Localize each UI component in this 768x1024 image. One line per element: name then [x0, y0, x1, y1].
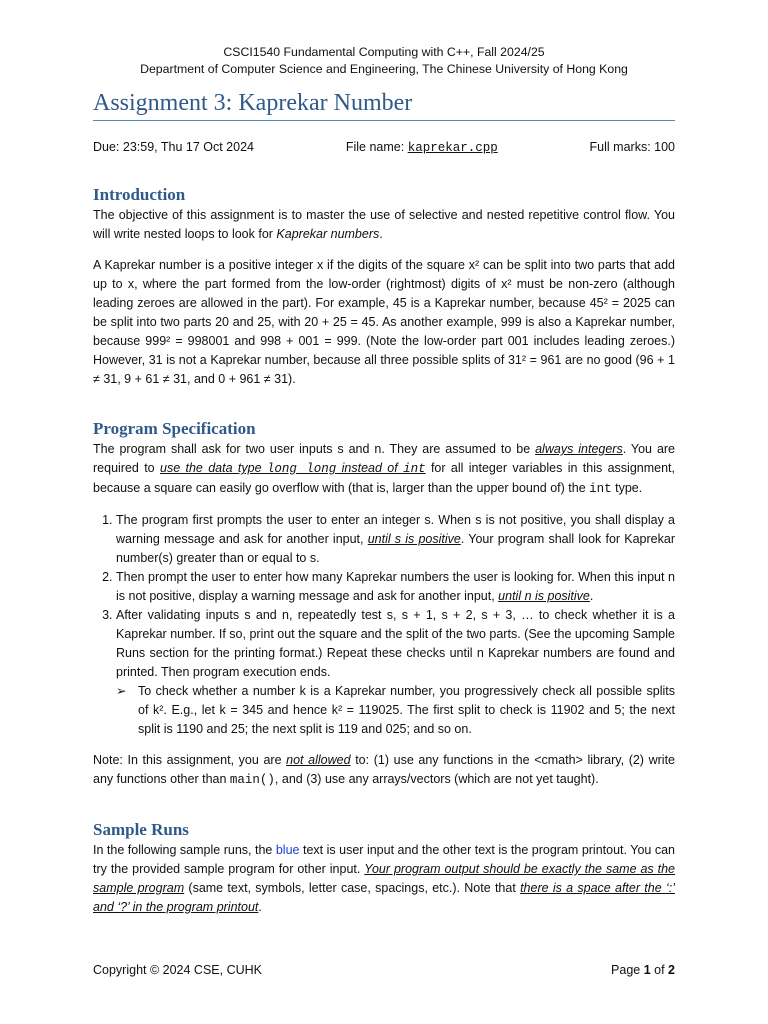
title-divider — [93, 120, 675, 121]
sub-list-item: ➢ To check whether a number k is a Kaprekar number, you progressively check all possible splits of k². E.g., let k = 345 and hence k² = 119025. The first split to check is 11902 and 5; the next split is 1190 and 25; the next split is 119 and 025; and so on. — [138, 682, 675, 739]
page-title: Assignment 3: Kaprekar Number — [93, 90, 413, 116]
spec-heading: Program Specification — [93, 419, 256, 438]
intro-paragraph-2: A Kaprekar number is a positive integer x if the digits of the square x² can be split into two parts that add up to x, where the part formed from the low-order (rightmost) digits of x² must be non-zero (although leading zeroes are allowed in the part). For example, 45 is a Kaprekar number, because 45² = 2025 can be split into two parts 20 and 25, with 20 + 25 = 45. As another example, 999 is also a Kaprekar number, because 999² = 998001 and 998 + 001 = 999. (Note the low-order part 001 includes leading zeroes.) However, 31 is not a Kaprekar number, because all three possible splits of 31² = 961 are no good (96 + 1 ≠ 31, 9 + 61 ≠ 31, and 0 + 961 ≠ 31). — [93, 258, 675, 386]
spec-paragraph: The program shall ask for two user inputs s and n. They are assumed to be always integers. You are required to use the data type long long instead of int for all integer variables in this assignment, because a square can easily go overflow with (that is, larger than the upper bound of) the int type. — [93, 442, 676, 496]
intro-paragraph-1: The objective of this assignment is to master the use of selective and nested repetitive control flow. You will write nested loops to look for Kaprekar numbers. — [93, 208, 675, 241]
copyright: Copyright © 2024 CSE, CUHK — [93, 963, 263, 977]
full-marks: Full marks: 100 — [589, 140, 675, 154]
list-item: 1. The program first prompts the user to enter an integer s. When s is not positive, you shall display a warning message and ask for another input, until s is positive. Your program shall look for Kaprekar number(s) greater than or equal to s. — [116, 511, 675, 568]
file-name-line: File name: kaprekar.cpp — [345, 140, 498, 155]
list-item: 2. Then prompt the user to enter how many Kaprekar numbers the user is looking for. When this input n is not positive, display a warning message and ask for another input, until n is positive. — [116, 568, 675, 606]
file-name: kaprekar.cpp — [407, 141, 498, 155]
course-name: CSCI1540 Fundamental Computing with C++, Fall 2024/25 — [223, 45, 545, 59]
blue-word: blue — [275, 843, 300, 857]
document-page — [93, 44, 675, 917]
page-number: Page 1 of 2 — [611, 963, 675, 977]
assignment-meta — [93, 140, 675, 155]
spec-list — [93, 511, 675, 739]
sample-heading: Sample Runs — [93, 820, 189, 839]
department-name: Department of Computer Science and Engineering, The Chinese University of Hong Kong — [140, 62, 628, 76]
due-date: Due: 23:59, Thu 17 Oct 2024 — [93, 140, 254, 154]
note-paragraph: Note: In this assignment, you are not allowed to: (1) use any functions in the <cmath> library, (2) write any functions other than main(), and (3) use any arrays/vectors (which are not yet taught). — [93, 753, 675, 787]
course-header — [93, 44, 675, 78]
page-footer — [93, 963, 675, 977]
sample-paragraph: In the following sample runs, the blue text is user input and the other text is the program printout. You can try the provided sample program for other input. Your program output should be exactly the same as the sample program (same text, symbols, letter case, spacings, etc.). Note that there is a space after the ‘:’ and ‘?’ in the program printout. — [93, 843, 675, 914]
sub-list — [116, 682, 675, 739]
intro-heading: Introduction — [93, 185, 186, 204]
list-item: 3. After validating inputs s and n, repeatedly test s, s + 1, s + 2, s + 3, … to check whether it is a Kaprekar number. If so, print out the square and the split of the two parts. (See the upcoming Sample Runs section for the printing format.) Repeat these checks until n Kaprekar numbers are found and printed. Then program execution ends. ➢ To check whether a number k is a Kaprekar number, you progressively check all possible splits of k². E.g., let k = 345 and hence k² = 119025. The first split to check is 11902 and 5; the next split is 1190 and 25; the next split is 119 and 025; and so on. — [116, 606, 675, 739]
